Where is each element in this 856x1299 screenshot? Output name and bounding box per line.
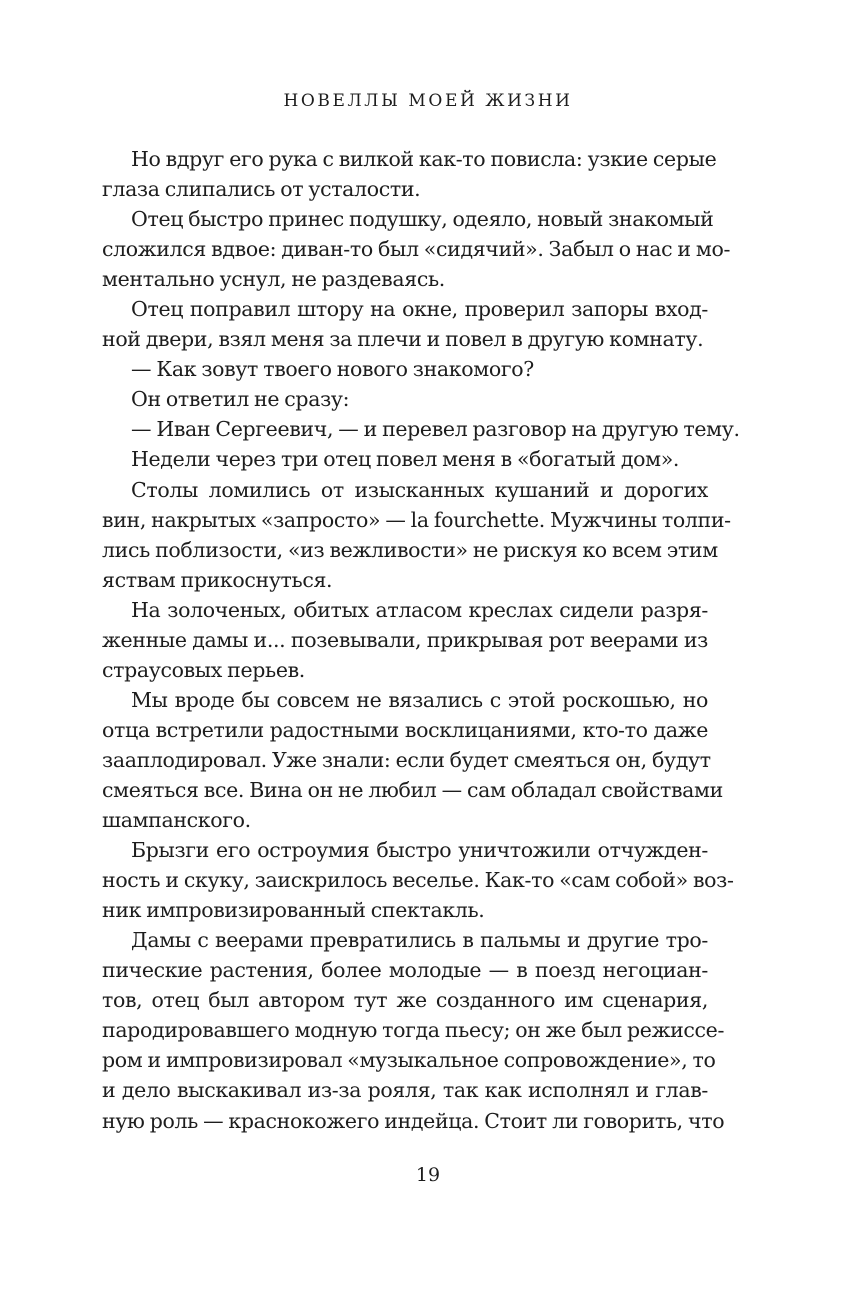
text-line: ром и импровизировал «музыкальное сопровождение», то (102, 1048, 716, 1073)
text-line: шампанского. (102, 808, 251, 833)
page-number: 19 (415, 1164, 441, 1186)
text-line: страусовых перьев. (102, 657, 305, 682)
body-text (102, 144, 740, 1136)
text-line: ной двери, взял меня за плечи и повел в другую комнату. (102, 327, 704, 352)
text-line: ментально уснул, не раздеваясь. (102, 267, 445, 292)
text-line: На золоченых, обитых атласом креслах сидели разря- (131, 597, 708, 622)
text-line: пародировавшего модную тогда пьесу; он же был режиссе- (102, 1018, 725, 1043)
text-line: глаза слипались от усталости. (102, 177, 421, 202)
text-line: ник импровизированный спектакль. (102, 898, 485, 923)
text-line: яствам прикоснуться. (102, 567, 333, 592)
text-line: Отец быстро принес подушку, одеяло, новый знакомый (131, 207, 714, 232)
text-line: Дамы с веерами превратились в пальмы и другие тро- (131, 928, 708, 953)
text-line: отца встретили радостными восклицаниями, кто-то даже (102, 717, 708, 742)
text-line: Мы вроде бы совсем не вязались с этой роскошью, но (131, 687, 708, 712)
text-line: ную роль — краснокожего индейца. Стоит ли говорить, что (102, 1108, 725, 1133)
text-line: зааплодировал. Уже знали: если будет смеяться он, будут (102, 747, 711, 772)
text-line: тов, отец был автором тут же созданного им сценария, (102, 988, 708, 1013)
text-line: сложился вдвое: диван-то был «сидячий». Забыл о нас и мо- (102, 237, 731, 262)
text-line: лись поблизости, «из вежливости» не рискуя ко всем этим (102, 537, 718, 562)
text-line: женные дамы и... позевывали, прикрывая рот веерами из (102, 627, 708, 652)
text-line: пические растения, более молодые — в поезд негоциан- (102, 958, 708, 983)
text-line: Но вдруг его рука с вилкой как-то повисла: узкие серые (131, 147, 717, 171)
text-line: Отец поправил штору на окне, проверил запоры вход- (131, 297, 708, 322)
text-line: смеяться все. Вина он не любил — сам обладал свойствами (102, 777, 723, 802)
text-line: и дело выскакивал из-за рояля, так как исполнял и глав- (102, 1078, 708, 1103)
running-header: НОВЕЛЛЫ МОЕЙ ЖИЗНИ (283, 91, 573, 111)
text-line: Он ответил не сразу: (131, 387, 350, 412)
text-line: Брызги его остроумия быстро уничтожили отчужден- (131, 838, 708, 863)
text-line: — Как зовут твоего нового знакомого? (131, 357, 534, 382)
text-line: вин, накрытых «запросто» — la fourchette. Мужчины толпи- (102, 507, 731, 532)
text-line: Столы ломились от изысканных кушаний и дорогих (131, 477, 708, 502)
text-line: ность и скуку, заискрилось веселье. Как-то «сам собой» воз- (102, 868, 734, 893)
text-line: — Иван Сергеевич, — и перевел разговор на другую тему. (131, 417, 740, 442)
text-line: Недели через три отец повел меня в «богатый дом». (131, 447, 680, 472)
